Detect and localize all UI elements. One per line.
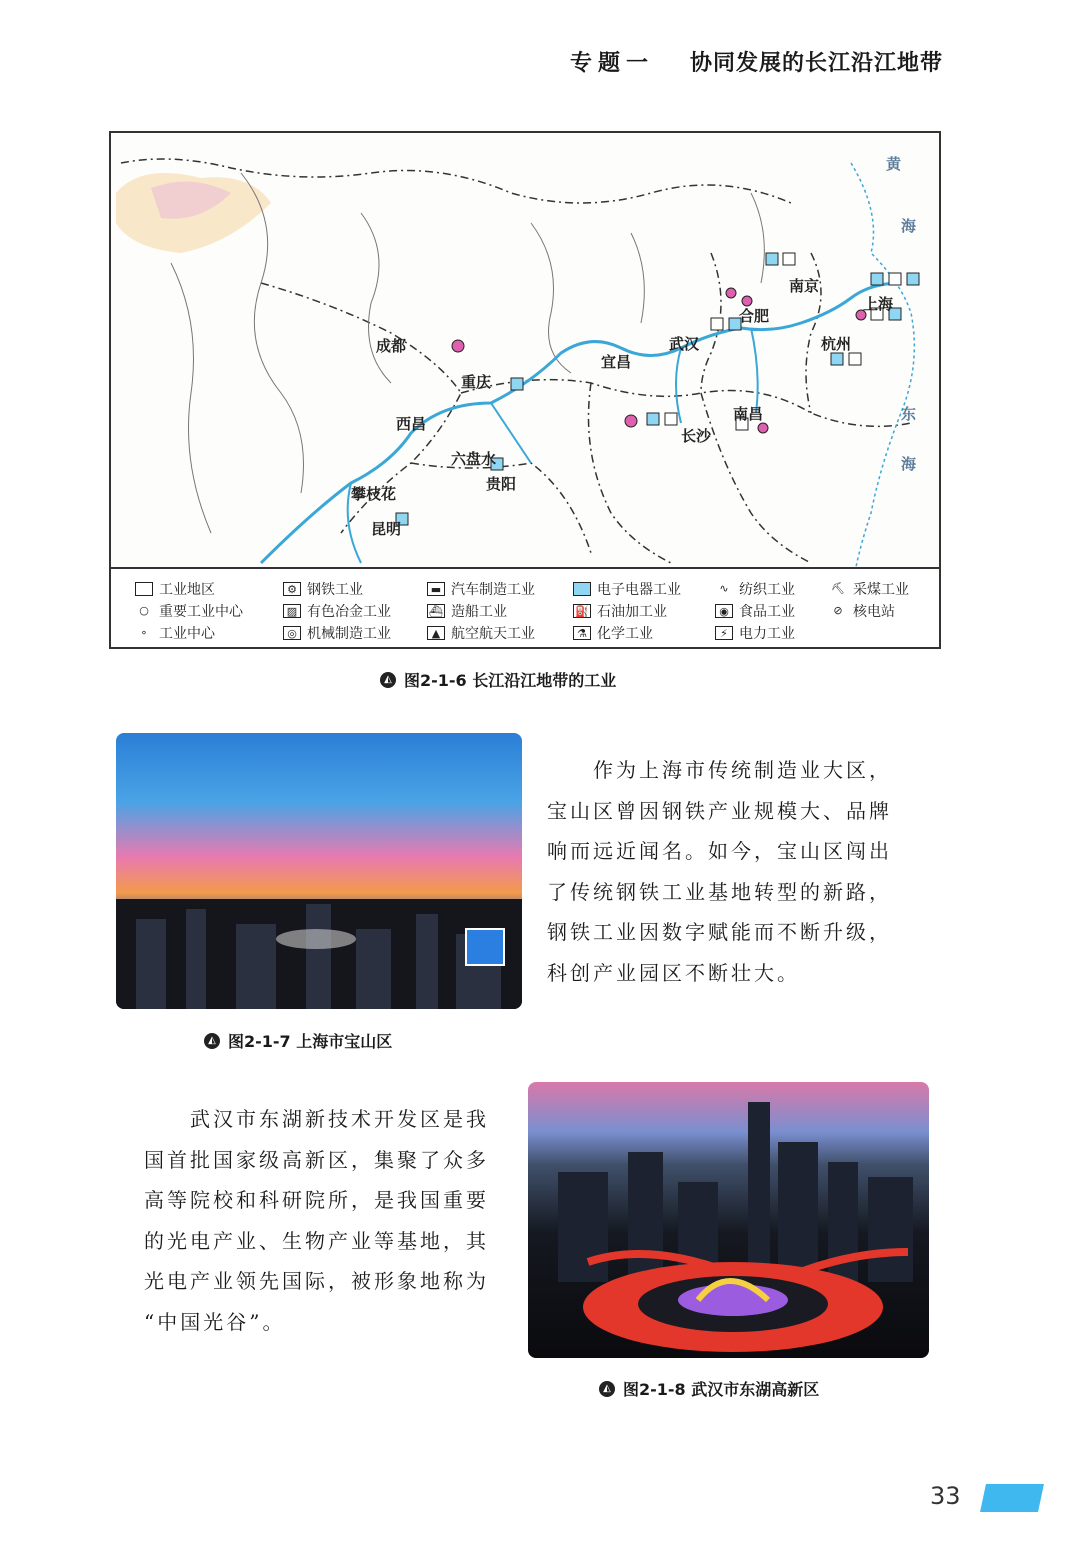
map-drawing <box>111 133 939 567</box>
topic-label: 专题一 <box>569 51 654 76</box>
figure-icon: ◭ <box>599 1381 615 1397</box>
map-label-hai-1: 海 <box>901 217 917 235</box>
legend-textile: ∿ 纺织工业 <box>719 582 795 598</box>
map-label-xichang: 西昌 <box>396 415 427 433</box>
map-label-yichang: 宜昌 <box>601 353 632 371</box>
page-header <box>570 46 943 77</box>
legend-aero: ▲ 航空航天工业 <box>427 623 535 643</box>
industry-map-figure <box>109 131 941 649</box>
donghu-photo <box>528 1082 929 1358</box>
figure1-caption: ◭ 图2-1-6 长江沿江地带的工业 <box>380 668 616 691</box>
baoshan-paragraph: 作为上海市传统制造业大区， 宝山区曾因钢铁产业规模大、品牌 响而远近闻名。如今，宝山区闯出 了传统钢铁工业基地转型的新路， 钢铁工业因数字赋能而不断升级， 科创产业园区不断壮大。 <box>547 758 892 985</box>
map-label-guiyang: 贵阳 <box>486 475 517 493</box>
legend-coal: ⛏ 采煤工业 <box>831 582 909 598</box>
legend-steel: ⚙ 钢铁工业 <box>283 579 363 599</box>
legend-auto: ▬ 汽车制造工业 <box>427 579 535 599</box>
map-label-dong: 东 <box>901 405 917 423</box>
figure-icon: ◭ <box>204 1033 220 1049</box>
map-label-hefei: 合肥 <box>739 307 770 325</box>
legend-nuclear: ⊘ 核电站 <box>833 604 895 620</box>
map-label-shanghai: 上海 <box>863 295 894 313</box>
map-label-chongqing: 重庆 <box>461 373 492 391</box>
legend-center: ∘ 工业中心 <box>140 626 215 642</box>
map-label-wuhan: 武汉 <box>669 335 700 353</box>
page-number: 33 <box>930 1482 961 1510</box>
legend-power: ⚡ 电力工业 <box>715 623 795 643</box>
map-label-nanjing: 南京 <box>789 277 820 295</box>
figure3-caption: ◭ 图2-1-8 武汉市东湖高新区 <box>599 1377 819 1400</box>
donghu-cityscape <box>528 1082 929 1358</box>
map-label-panzhihua: 攀枝花 <box>351 485 397 503</box>
page-corner-tab <box>980 1484 1044 1512</box>
map-legend <box>111 569 939 647</box>
figure-icon: ◭ <box>380 672 396 688</box>
map-label-huang: 黄 <box>886 155 902 173</box>
map-label-chengdu: 成都 <box>376 337 407 355</box>
legend-machinery: ◎ 机械制造工业 <box>283 623 391 643</box>
legend-electronics: 电子电器工业 <box>573 579 681 599</box>
figure2-caption: ◭ 图2-1-7 上海市宝山区 <box>204 1029 392 1052</box>
donghu-paragraph: 武汉市东湖新技术开发区是我 国首批国家级高新区，集聚了众多 高等院校和科研院所，是我国重要 的光电产业、生物产业等基地，其 光电产业领先国际，被形象地称为 “中国光谷”。 <box>144 1107 489 1334</box>
yangtze-industry-map <box>111 133 939 569</box>
map-label-liupanshui: 六盘水 <box>451 450 497 468</box>
legend-petro: ⛽ 石油加工业 <box>573 601 667 621</box>
legend-major-center: ○ 重要工业中心 <box>139 604 243 620</box>
legend-ship: ⛴ 造船工业 <box>427 601 507 621</box>
map-label-changsha: 长沙 <box>681 427 712 445</box>
legend-chemical: ⚗ 化学工业 <box>573 623 653 643</box>
map-label-kunming: 昆明 <box>371 520 402 538</box>
baoshan-cityscape <box>116 879 522 1009</box>
legend-industry-area: 工业地区 <box>135 579 215 599</box>
map-label-nanchang: 南昌 <box>733 405 764 423</box>
topic-title: 协同发展的长江沿江地带 <box>689 51 943 76</box>
map-label-hai-2: 海 <box>901 455 917 473</box>
legend-food: ◉ 食品工业 <box>715 601 795 621</box>
baoshan-photo <box>116 733 522 1009</box>
legend-nonferrous: ▨ 有色冶金工业 <box>283 601 391 621</box>
map-label-hangzhou: 杭州 <box>821 335 852 353</box>
